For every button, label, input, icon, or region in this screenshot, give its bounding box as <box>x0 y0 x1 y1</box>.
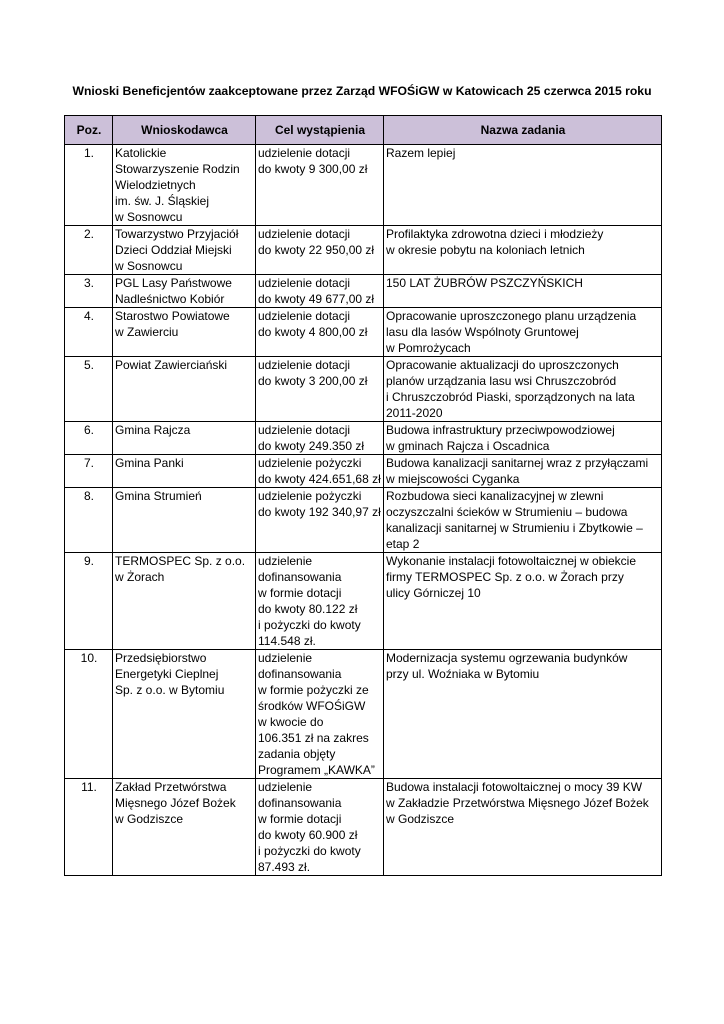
cell-zadanie: Budowa infrastruktury przeciwpowodziowej w gminach Rajcza i Oscadnica <box>384 422 662 455</box>
header-wnioskodawca: Wnioskodawca <box>113 116 256 145</box>
cell-cel: udzielenie dotacji do kwoty 22 950,00 zł <box>256 226 384 275</box>
cell-cel: udzielenie dotacji do kwoty 249.350 zł <box>256 422 384 455</box>
cell-wnioskodawca: Powiat Zawierciański <box>113 357 256 422</box>
cell-wnioskodawca: TERMOSPEC Sp. z o.o. w Żorach <box>113 553 256 650</box>
table-row <box>65 145 662 226</box>
cell-poz: 10. <box>65 650 113 779</box>
cell-cel: udzielenie dotacji do kwoty 3 200,00 zł <box>256 357 384 422</box>
cell-poz: 1. <box>65 145 113 226</box>
cell-poz: 6. <box>65 422 113 455</box>
cell-wnioskodawca: Starostwo Powiatowe w Zawierciu <box>113 308 256 357</box>
table-row <box>65 275 662 308</box>
cell-cel: udzielenie pożyczki do kwoty 192 340,97 zł <box>256 488 384 553</box>
cell-zadanie: Razem lepiej <box>384 145 662 226</box>
cell-zadanie: 150 LAT ŻUBRÓW PSZCZYŃSKICH <box>384 275 662 308</box>
cell-poz: 9. <box>65 553 113 650</box>
cell-wnioskodawca: Przedsiębiorstwo Energetyki Cieplnej Sp. z o.o. w Bytomiu <box>113 650 256 779</box>
cell-poz: 5. <box>65 357 113 422</box>
cell-wnioskodawca: Zakład Przetwórstwa Mięsnego Józef Bożek w Godziszce <box>113 779 256 876</box>
cell-wnioskodawca: Katolickie Stowarzyszenie Rodzin Wielodzietnych im. św. J. Śląskiej w Sosnowcu <box>113 145 256 226</box>
cell-cel: udzielenie dotacji do kwoty 49 677,00 zł <box>256 275 384 308</box>
cell-poz: 4. <box>65 308 113 357</box>
table-row <box>65 455 662 488</box>
cell-zadanie: Profilaktyka zdrowotna dzieci i młodzieży w okresie pobytu na koloniach letnich <box>384 226 662 275</box>
cell-zadanie: Budowa kanalizacji sanitarnej wraz z przyłączami w miejscowości Cyganka <box>384 455 662 488</box>
header-zadanie: Nazwa zadania <box>384 116 662 145</box>
cell-cel: udzielenie dotacji do kwoty 9 300,00 zł <box>256 145 384 226</box>
cell-poz: 7. <box>65 455 113 488</box>
cell-zadanie: Modernizacja systemu ogrzewania budynków przy ul. Woźniaka w Bytomiu <box>384 650 662 779</box>
table-row <box>65 226 662 275</box>
applications-table <box>64 115 662 876</box>
cell-zadanie: Rozbudowa sieci kanalizacyjnej w zlewni oczyszczalni ścieków w Strumieniu – budowa kanalizacji sanitarnej w Strumieniu i Zbytkowie – etap 2 <box>384 488 662 553</box>
cell-cel: udzielenie dotacji do kwoty 4 800,00 zł <box>256 308 384 357</box>
cell-poz: 2. <box>65 226 113 275</box>
table-row <box>65 779 662 876</box>
cell-zadanie: Wykonanie instalacji fotowoltaicznej w obiekcie firmy TERMOSPEC Sp. z o.o. w Żorach przy ulicy Górniczej 10 <box>384 553 662 650</box>
table-row <box>65 357 662 422</box>
cell-poz: 8. <box>65 488 113 553</box>
cell-poz: 3. <box>65 275 113 308</box>
table-row <box>65 553 662 650</box>
table-row <box>65 488 662 553</box>
cell-wnioskodawca: PGL Lasy Państwowe Nadleśnictwo Kobiór <box>113 275 256 308</box>
cell-cel: udzielenie dofinansowania w formie pożyczki ze środków WFOŚiGW w kwocie do 106.351 zł na zakres zadania objęty Programem „KAWKA” <box>256 650 384 779</box>
header-poz: Poz. <box>65 116 113 145</box>
cell-zadanie: Budowa instalacji fotowoltaicznej o mocy 39 KW w Zakładzie Przetwórstwa Mięsnego Józef Bożek w Godziszce <box>384 779 662 876</box>
cell-cel: udzielenie dofinansowania w formie dotacji do kwoty 80.122 zł i pożyczki do kwoty 114.548 zł. <box>256 553 384 650</box>
table-row <box>65 650 662 779</box>
table-row <box>65 422 662 455</box>
header-cel: Cel wystąpienia <box>256 116 384 145</box>
document-title: Wnioski Beneficjentów zaakceptowane przez Zarząd WFOŚiGW w Katowicach 25 czerwca 2015 roku <box>72 84 652 98</box>
cell-poz: 11. <box>65 779 113 876</box>
table-header-row <box>65 116 662 145</box>
cell-wnioskodawca: Gmina Panki <box>113 455 256 488</box>
cell-wnioskodawca: Towarzystwo Przyjaciół Dzieci Oddział Miejski w Sosnowcu <box>113 226 256 275</box>
cell-zadanie: Opracowanie aktualizacji do uproszczonych planów urządzania lasu wsi Chruszczobród i Chruszczobród Piaski, sporządzonych na lata 2011-2020 <box>384 357 662 422</box>
cell-cel: udzielenie dofinansowania w formie dotacji do kwoty 60.900 zł i pożyczki do kwoty 87.493 zł. <box>256 779 384 876</box>
cell-cel: udzielenie pożyczki do kwoty 424.651,68 zł <box>256 455 384 488</box>
cell-zadanie: Opracowanie uproszczonego planu urządzenia lasu dla lasów Wspólnoty Gruntowej w Pomrożycach <box>384 308 662 357</box>
cell-wnioskodawca: Gmina Strumień <box>113 488 256 553</box>
cell-wnioskodawca: Gmina Rajcza <box>113 422 256 455</box>
table-row <box>65 308 662 357</box>
